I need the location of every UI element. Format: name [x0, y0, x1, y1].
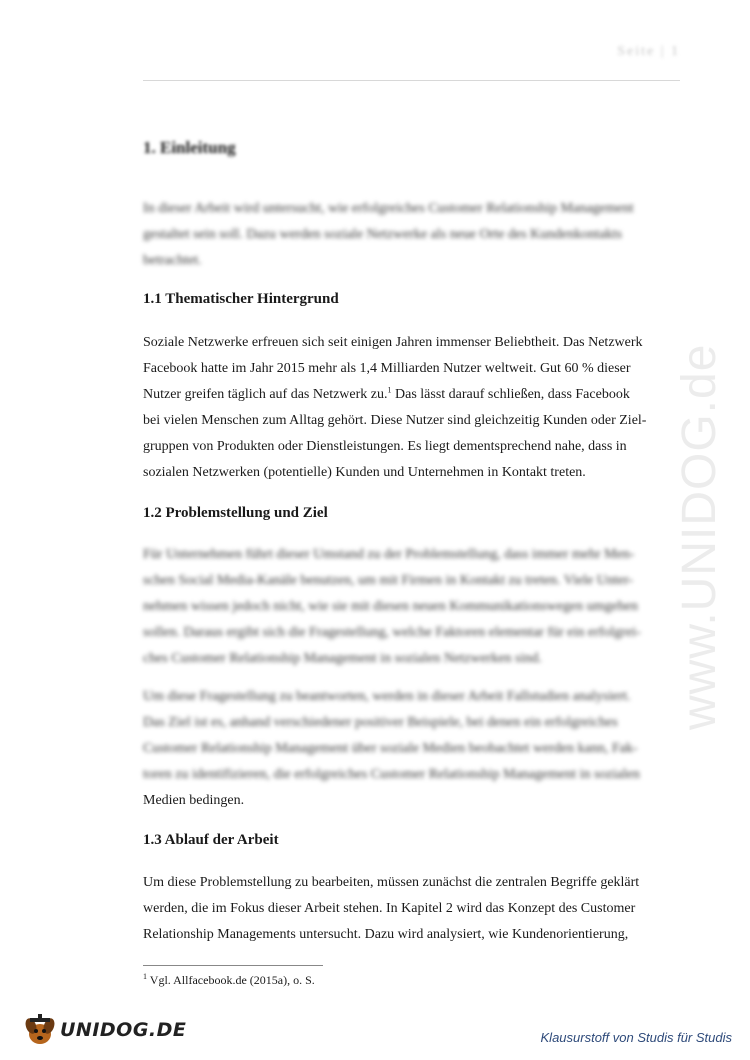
- text-line: sozialen Netzwerken (potentielle) Kunden und Unternehmen in Kontakt treten.: [143, 465, 586, 480]
- text-line: Soziale Netzwerke erfreuen sich seit einigen Jahren immenser Beliebtheit. Das Netzwerk: [143, 335, 643, 350]
- text-line: toren zu identifizieren, die erfolgreiches Customer Relationship Management in sozialen: [143, 767, 640, 782]
- text-line: Das Ziel ist es, anhand verschiedener positiver Beispiele, bei denen ein erfolgreiches: [143, 715, 618, 730]
- tagline: Klausurstoff von Studis für Studis: [540, 1030, 732, 1045]
- section-heading: 1.3 Ablauf der Arbeit: [143, 832, 279, 848]
- text-line: ches Customer Relationship Management in sozialen Netzwerken sind.: [143, 651, 542, 666]
- text-line: gruppen von Produkten oder Dienstleistungen. Es liegt dementsprechend nahe, dass in: [143, 439, 627, 454]
- text-line: Um diese Fragestellung zu beantworten, werden in dieser Arbeit Fallstudien analysiert.: [143, 689, 631, 704]
- page-number: Seite | 1: [617, 44, 680, 59]
- text-line: sollen. Daraus ergibt sich die Fragestellung, welche Faktoren elementar für ein erfolgrei-: [143, 625, 641, 640]
- dog-mascot-icon: [22, 1012, 58, 1048]
- text-line: [143, 382, 680, 408]
- text-line-start: Nutzer greifen täglich auf das Netzwerk zu.: [143, 387, 388, 402]
- text-line: gestaltet sein soll. Dazu werden soziale Netzwerke als neue Orte des Kundenkontakts: [143, 227, 622, 242]
- text-line: In dieser Arbeit wird untersucht, wie erfolgreiches Customer Relationship Management: [143, 201, 634, 216]
- header-divider: [143, 80, 680, 81]
- text-line: Customer Relationship Management über soziale Medien beobachtet werden kann, Fak-: [143, 741, 638, 756]
- text-line: werden, die im Fokus dieser Arbeit stehen. In Kapitel 2 wird das Konzept des Customer: [143, 901, 636, 916]
- footnote-number: 1: [143, 972, 147, 981]
- text-line: bei vielen Menschen zum Alltag gehört. Diese Nutzer sind gleichzeitig Kunden oder Ziel-: [143, 413, 647, 428]
- footnote-reference: 1: [387, 385, 392, 395]
- text-line: nehmen wissen jedoch nicht, wie sie mit diesen neuen Kommunikationswegen umgehen: [143, 599, 638, 614]
- text-line: Relationship Managements untersucht. Dazu wird analysiert, wie Kundenorientierung,: [143, 927, 629, 942]
- chapter-title: 1. Einleitung: [143, 138, 236, 157]
- watermark: www.UNIDOG.de: [673, 343, 726, 730]
- text-line: Medien bedingen.: [143, 793, 245, 808]
- footnote-divider: [143, 965, 323, 966]
- section-heading: 1.1 Thematischer Hintergrund: [143, 291, 339, 307]
- text-line: Für Unternehmen führt dieser Umstand zu der Problemstellung, dass immer mehr Men-: [143, 547, 635, 562]
- text-line: Facebook hatte im Jahr 2015 mehr als 1,4 Milliarden Nutzer weltweit. Gut 60 % dieser: [143, 361, 631, 376]
- footnote: [143, 972, 315, 988]
- text-line: betrachtet.: [143, 253, 202, 268]
- unidog-logo[interactable]: [22, 1012, 186, 1048]
- text-line-end: Das lässt darauf schließen, dass Facebook: [391, 387, 630, 402]
- text-line: Um diese Problemstellung zu bearbeiten, müssen zunächst die zentralen Begriffe geklärt: [143, 875, 640, 890]
- footnote-text: Vgl. Allfacebook.de (2015a), o. S.: [149, 973, 315, 987]
- text-line: schen Social Media-Kanäle benutzen, um mit Firmen in Kontakt zu treten. Viele Unter-: [143, 573, 634, 588]
- section-heading: 1.2 Problemstellung und Ziel: [143, 505, 328, 521]
- logo-text: UNIDOG.DE: [60, 1019, 187, 1041]
